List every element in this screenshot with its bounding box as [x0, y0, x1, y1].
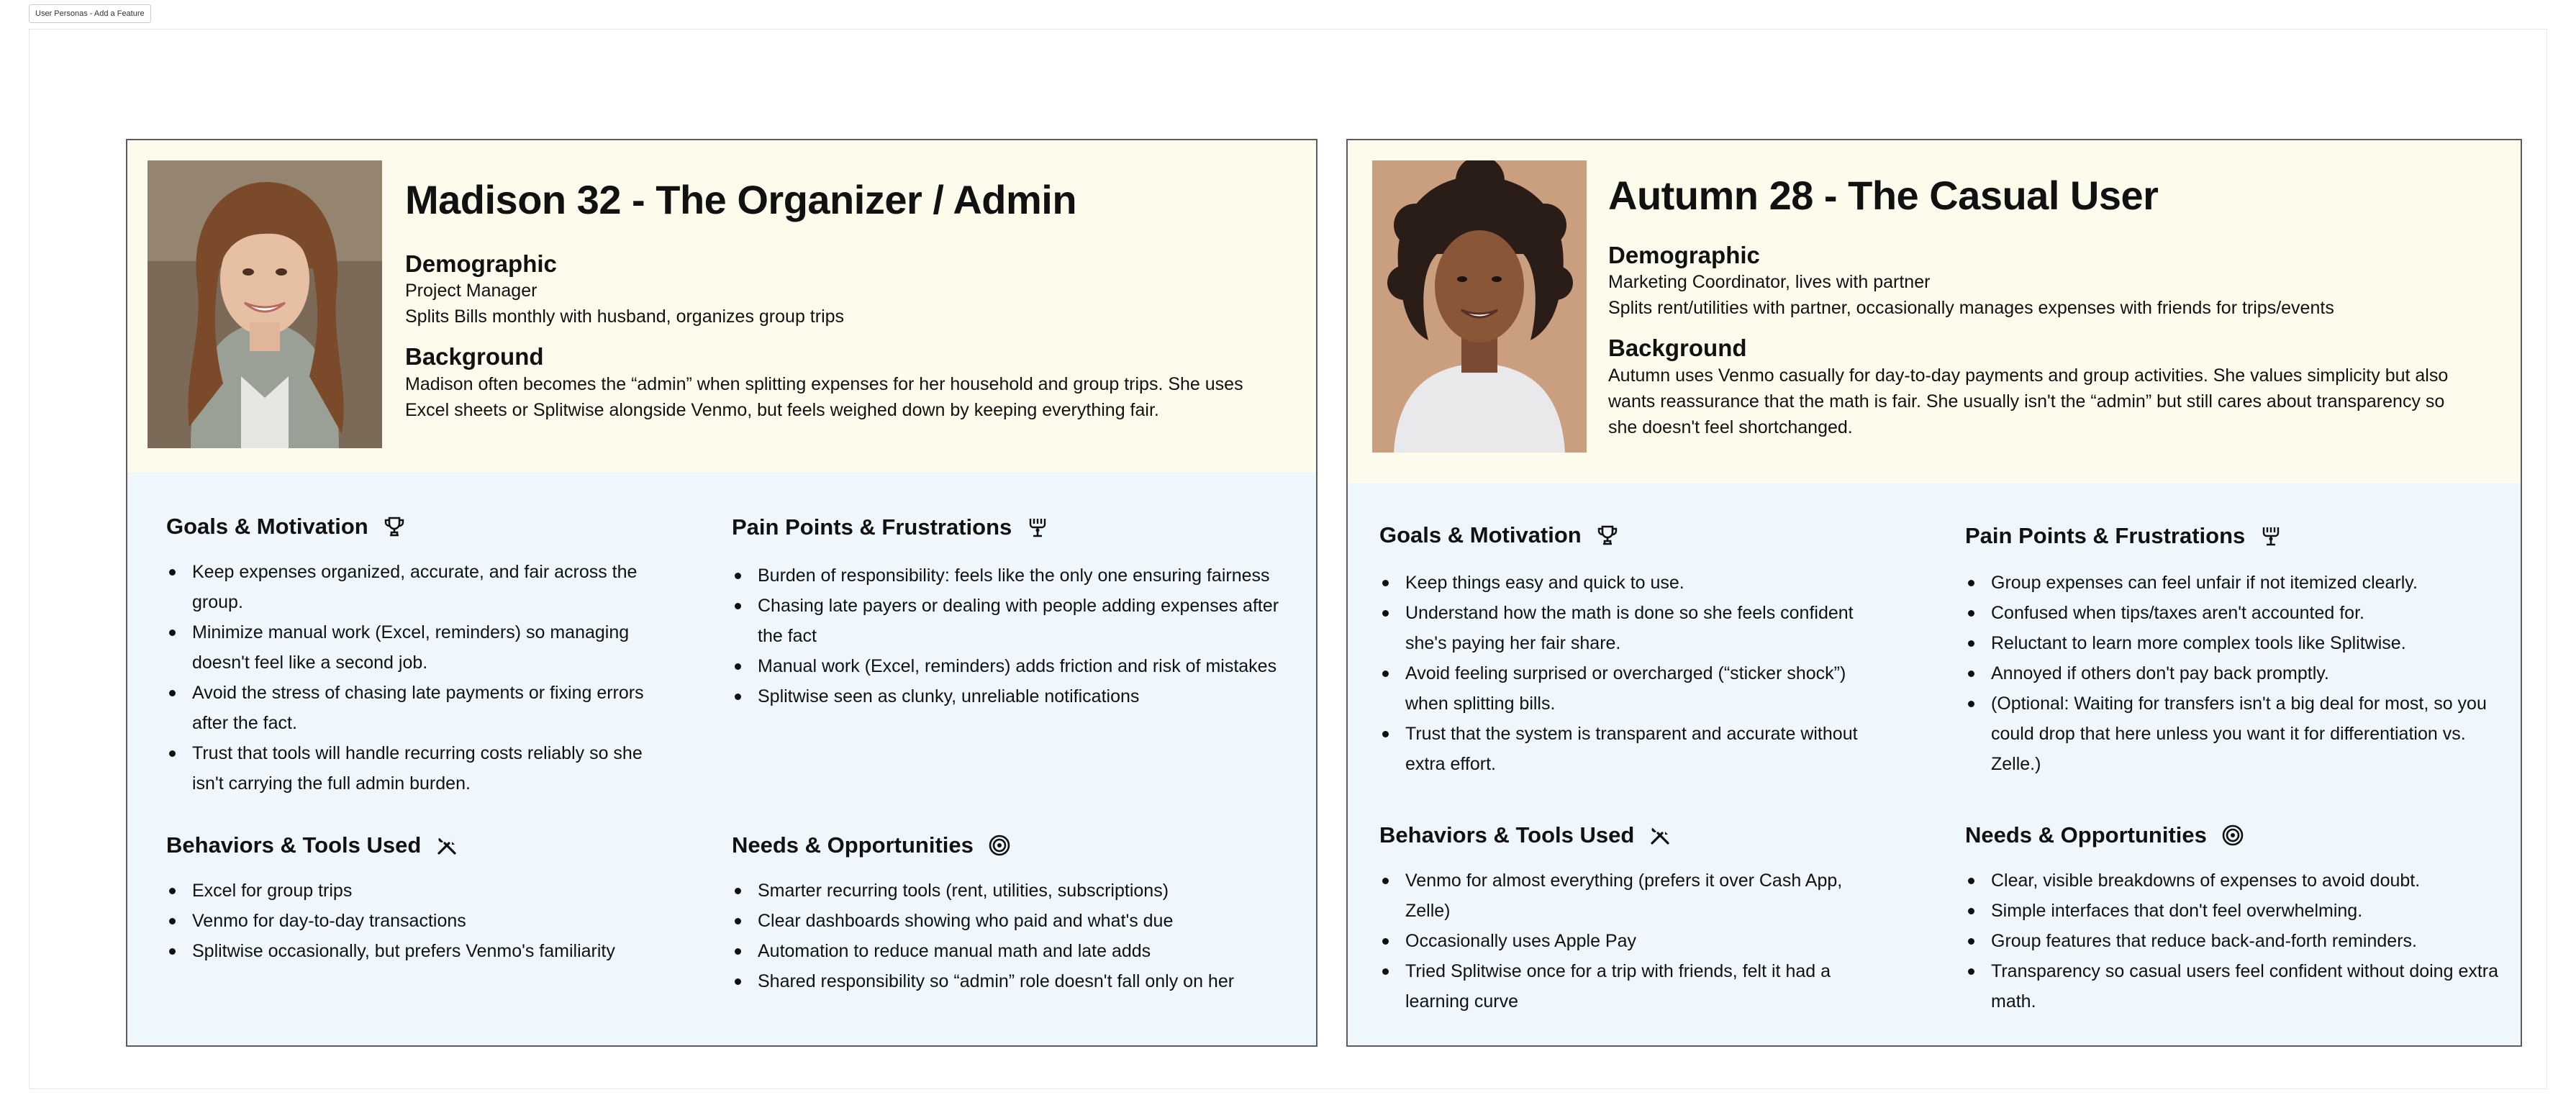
background-line: Madison often becomes the “admin” when splitting expenses for her household and group trips. She uses: [405, 373, 1243, 394]
list-item: Splitwise seen as clunky, unreliable notifications: [732, 681, 1307, 712]
persona-photo: [148, 160, 382, 448]
list-item: Automation to reduce manual math and late adds: [732, 936, 1307, 966]
portrait-image: [148, 160, 382, 448]
demographic-heading: Demographic: [405, 250, 557, 277]
pain-points-heading: [1965, 523, 2282, 549]
list-item: Venmo for almost everything (prefers it over Cash App, Zelle): [1379, 865, 1941, 926]
section-title-text: Behaviors & Tools Used: [1379, 822, 1635, 847]
portrait-image: [1372, 160, 1587, 453]
demographic-line: Project Manager: [405, 281, 538, 301]
section-title-text: Goals & Motivation: [166, 514, 368, 539]
list-item: Trust that the system is transparent and accurate without extra effort.: [1379, 719, 1941, 779]
tools-icon: [435, 834, 458, 857]
background-heading: Background: [1608, 335, 1747, 362]
list-item: Manual work (Excel, reminders) adds friction and risk of mistakes: [732, 651, 1307, 681]
pain-points-list: [732, 560, 1307, 712]
section-title-text: Needs & Opportunities: [732, 832, 974, 858]
list-item: Shared responsibility so “admin” role doesn't fall only on her: [732, 966, 1307, 996]
list-item: Annoyed if others don't pay back promptly.: [1965, 658, 2519, 688]
needs-heading: [732, 832, 1011, 858]
list-item: Clear dashboards showing who paid and what's due: [732, 906, 1307, 936]
whiteboard-canvas: [29, 29, 2547, 1089]
pain-points-list: [1965, 568, 2519, 779]
persona-header: [1348, 140, 2521, 483]
pain-icon: [1026, 516, 1049, 539]
section-title-text: Behaviors & Tools Used: [166, 832, 422, 858]
behaviors-list: [166, 876, 684, 966]
list-item: Simple interfaces that don't feel overwhelming.: [1965, 896, 2519, 926]
list-item: Understand how the math is done so she feels confident she's paying her fair share.: [1379, 598, 1941, 658]
list-item: Avoid the stress of chasing late payments or fixing errors after the fact.: [166, 678, 684, 738]
section-title-text: Goals & Motivation: [1379, 522, 1582, 547]
demographic-heading: Demographic: [1608, 241, 1760, 268]
section-title-text: Pain Points & Frustrations: [1965, 523, 2246, 548]
list-item: Trust that tools will handle recurring costs reliably so she isn't carrying the full admin burden.: [166, 738, 684, 799]
background-heading: Background: [405, 343, 544, 371]
list-item: Group expenses can feel unfair if not itemized clearly.: [1965, 568, 2519, 598]
persona-card-madison[interactable]: [126, 139, 1318, 1047]
persona-header-text: [405, 140, 1297, 423]
frame-label[interactable]: User Personas - Add a Feature: [29, 4, 151, 23]
list-item: Confused when tips/taxes aren't accounted for.: [1965, 598, 2519, 628]
list-item: Avoid feeling surprised or overcharged (“sticker shock”) when splitting bills.: [1379, 658, 1941, 719]
behaviors-list: [1379, 865, 1941, 1017]
pain-points-heading: [732, 514, 1049, 540]
persona-header: [127, 140, 1316, 473]
persona-card-autumn[interactable]: [1346, 139, 2522, 1047]
list-item: Reluctant to learn more complex tools like Splitwise.: [1965, 628, 2519, 658]
demographic-line: Splits Bills monthly with husband, organizes group trips: [405, 306, 845, 327]
demographic-line: Marketing Coordinator, lives with partner: [1608, 272, 1931, 293]
list-item: Keep things easy and quick to use.: [1379, 568, 1941, 598]
persona-title: Autumn 28 - The Casual User: [1608, 173, 2159, 218]
list-item: Splitwise occasionally, but prefers Venmo's familiarity: [166, 936, 684, 966]
trophy-icon: [383, 515, 406, 538]
list-item: (Optional: Waiting for transfers isn't a big deal for most, so you could drop that here unless you want it for differentiation vs. Zelle.): [1965, 688, 2519, 779]
behaviors-heading: [1379, 822, 1672, 848]
persona-title: Madison 32 - The Organizer / Admin: [405, 177, 1077, 222]
list-item: Tried Splitwise once for a trip with friends, felt it had a learning curve: [1379, 956, 1941, 1017]
tools-icon: [1648, 824, 1672, 847]
target-icon: [2221, 824, 2244, 847]
section-title-text: Pain Points & Frustrations: [732, 514, 1012, 540]
goals-heading: [166, 514, 406, 540]
demographic-line: Splits rent/utilities with partner, occasionally manages expenses with friends for trips/events: [1608, 298, 2334, 319]
list-item: Burden of responsibility: feels like the only one ensuring fairness: [732, 560, 1307, 591]
needs-heading: [1965, 822, 2244, 848]
section-title-text: Needs & Opportunities: [1965, 822, 2207, 847]
needs-list: [1965, 865, 2519, 1017]
list-item: Excel for group trips: [166, 876, 684, 906]
list-item: Transparency so casual users feel confident without doing extra math.: [1965, 956, 2519, 1017]
goals-list: [166, 557, 684, 799]
background-line: she doesn't feel shortchanged.: [1608, 417, 1853, 437]
pain-icon: [2259, 524, 2282, 547]
background-line: wants reassurance that the math is fair. She usually isn't the “admin” but still cares about transparency so: [1608, 391, 2445, 412]
needs-list: [732, 876, 1307, 996]
trophy-icon: [1596, 524, 1619, 547]
list-item: Occasionally uses Apple Pay: [1379, 926, 1941, 956]
list-item: Chasing late payers or dealing with people adding expenses after the fact: [732, 591, 1307, 651]
list-item: Minimize manual work (Excel, reminders) so managing doesn't feel like a second job.: [166, 617, 684, 678]
goals-list: [1379, 568, 1941, 779]
list-item: Keep expenses organized, accurate, and fair across the group.: [166, 557, 684, 617]
persona-header-text: [1608, 140, 2508, 440]
list-item: Smarter recurring tools (rent, utilities, subscriptions): [732, 876, 1307, 906]
target-icon: [988, 834, 1011, 857]
behaviors-heading: [166, 832, 458, 858]
background-line: Excel sheets or Splitwise alongside Venmo, but feels weighed down by keeping everything fair.: [405, 399, 1159, 420]
list-item: Group features that reduce back-and-forth reminders.: [1965, 926, 2519, 956]
list-item: Clear, visible breakdowns of expenses to avoid doubt.: [1965, 865, 2519, 896]
list-item: Venmo for day-to-day transactions: [166, 906, 684, 936]
background-line: Autumn uses Venmo casually for day-to-day payments and group activities. She values simplicity but also: [1608, 365, 2449, 386]
persona-photo: [1372, 160, 1587, 453]
goals-heading: [1379, 522, 1619, 548]
